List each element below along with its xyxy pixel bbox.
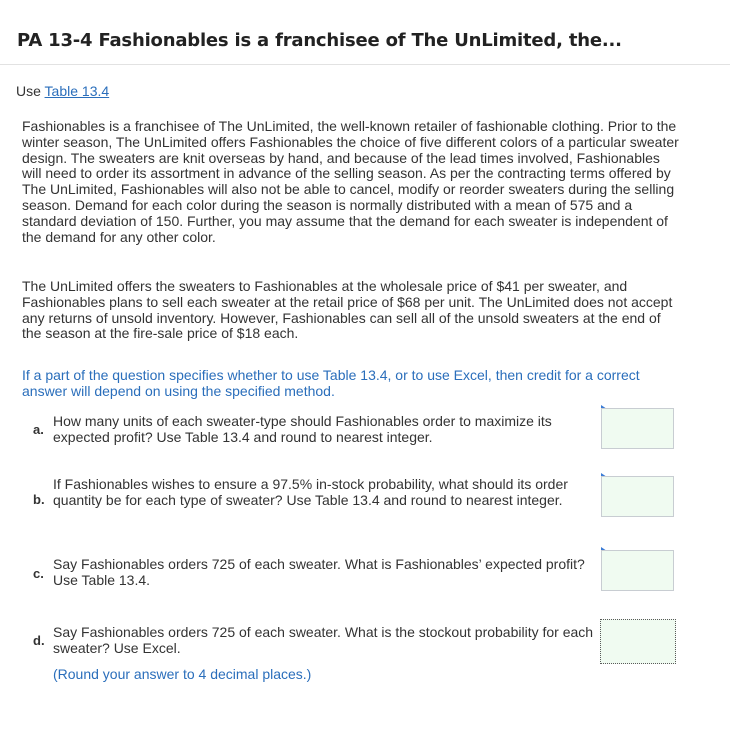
answer-a-input[interactable] bbox=[601, 408, 674, 449]
question-a-text: How many units of each sweater-type should Fashionables order to maximize its expected profit? Use Table 13.4 and round to nearest integer. bbox=[53, 413, 552, 445]
problem-paragraph-2: The UnLimited offers the sweaters to Fashionables at the wholesale price of $41 per sweater, and Fashionables plans to sell each sweater at the retail price of $68 per unit. The UnLimited does not accept any returns of unsold inventory. However, Fashionables can sell all of the unsold sweaters at the end of the season at the fire-sale price of $18 each. bbox=[22, 278, 673, 342]
method-instruction: If a part of the question specifies whether to use Table 13.4, or to use Excel, then credit for a correct answer will depend on using the specified method. bbox=[22, 367, 640, 399]
answer-c-input[interactable] bbox=[601, 550, 674, 591]
reference-prefix: Use bbox=[16, 83, 41, 99]
page-title: PA 13-4 Fashionables is a franchisee of The UnLimited, the... bbox=[17, 30, 622, 51]
question-a-letter: a. bbox=[33, 422, 44, 437]
title-divider bbox=[0, 64, 730, 65]
reference-line bbox=[16, 83, 109, 99]
question-b-text: If Fashionables wishes to ensure a 97.5% in-stock probability, what should its order quantity be for each type of sweater? Use Table 13.4 and round to nearest integer. bbox=[53, 476, 568, 508]
question-b-letter: b. bbox=[33, 492, 45, 507]
question-d-letter: d. bbox=[33, 633, 45, 648]
answer-d-input[interactable] bbox=[600, 619, 676, 664]
question-c-text: Say Fashionables orders 725 of each sweater. What is Fashionables’ expected profit? Use Table 13.4. bbox=[53, 556, 585, 588]
question-d-rounding-note: (Round your answer to 4 decimal places.) bbox=[53, 666, 312, 682]
question-c-letter: c. bbox=[33, 566, 44, 581]
question-d-text: Say Fashionables orders 725 of each sweater. What is the stockout probability for each sweater? Use Excel. bbox=[53, 624, 594, 656]
problem-paragraph-1: Fashionables is a franchisee of The UnLimited, the well-known retailer of fashionable clothing. Prior to the winter season, The UnLimited offers Fashionables the choice of five different colors of a particular sweater design. The sweaters are knit overseas by hand, and because of the lead times involved, Fashionables will need to order its assortment in advance of the selling season. As per the contracting terms offered by The UnLimited, Fashionables will also not be able to cancel, modify or reorder sweaters during the selling season. Demand for each color during the season is normally distributed with a mean of 575 and a standard deviation of 150. Further, you may assume that the demand for each sweater is independent of the demand for any other color. bbox=[22, 118, 679, 245]
answer-b-input[interactable] bbox=[601, 476, 674, 517]
table-13-4-link[interactable]: Table 13.4 bbox=[44, 83, 110, 99]
